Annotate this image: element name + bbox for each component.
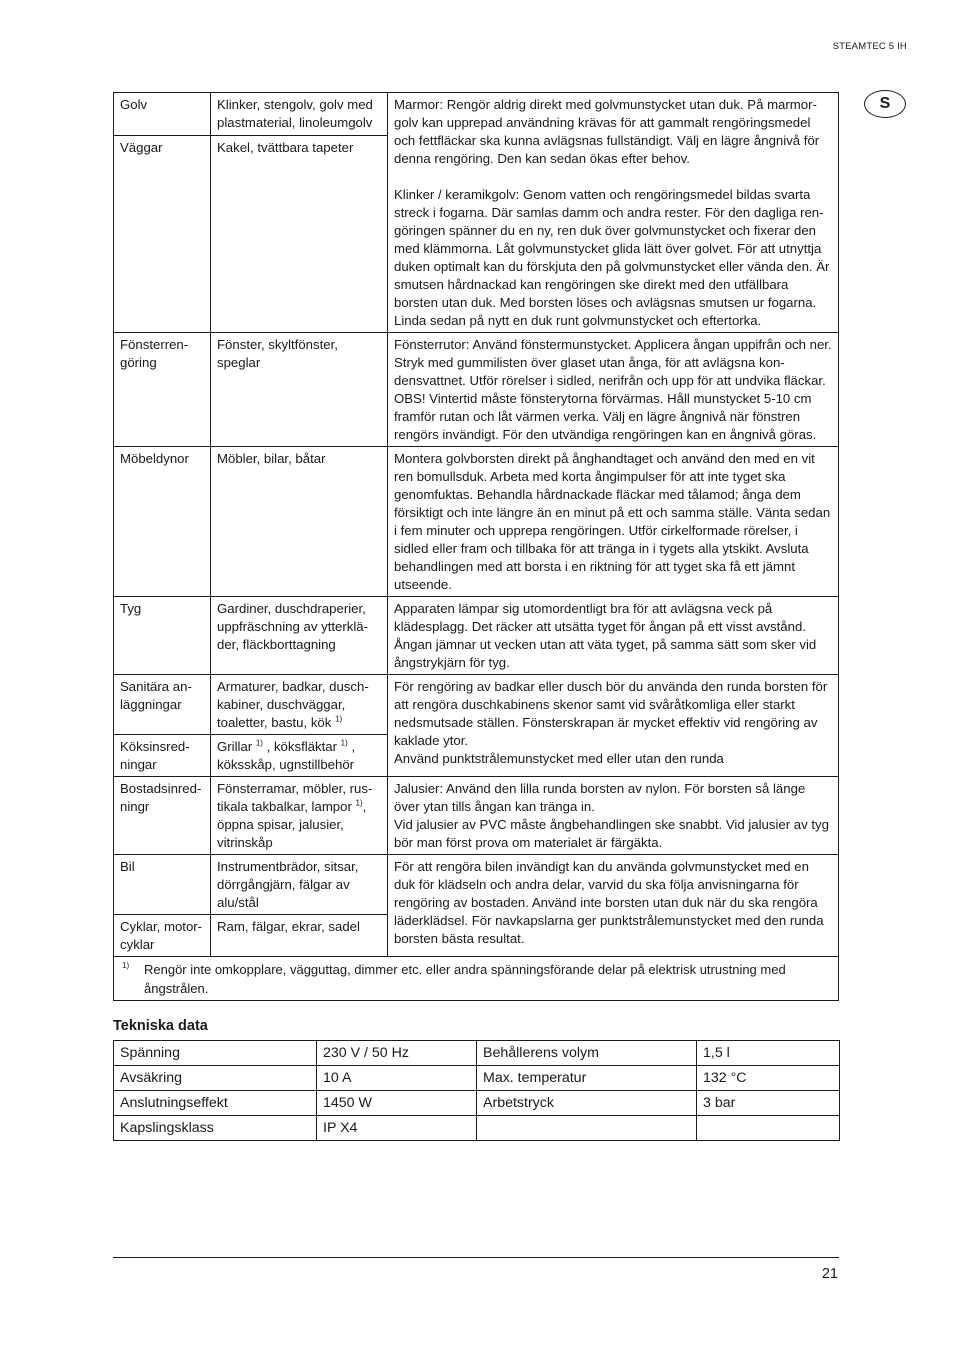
tech-label: Anslutningseffekt bbox=[114, 1091, 317, 1116]
tech-label: Behållerens volym bbox=[477, 1041, 697, 1066]
objects-cell bbox=[211, 777, 388, 855]
area-cell: Väggar bbox=[114, 136, 211, 333]
objects-text: Grillar bbox=[217, 739, 253, 754]
objects-cell bbox=[211, 675, 388, 735]
notes-cell bbox=[388, 675, 839, 777]
area-cell: Golv bbox=[114, 93, 211, 136]
notes-cell: För att rengöra bilen invändigt kan du använda golvmunstycket med en duk för klädseln och andra delar, varvid du ska följa anvisningarna för rengöring av bostaden. Använd inte borsten utan duk när du ska rengöra läderklädsel. För navkapslarna ger punktstrålemunstycket med den runda borsten bästa resultat. bbox=[388, 855, 839, 957]
footnote-marker: 1) bbox=[122, 961, 130, 970]
notes-cell: Montera golvborsten direkt på ånghandtaget och använd den med en vit ren bomullsduk. Arbeta med korta ångimpulser för att inte tyget ska genomfuktas. Behandla hårdnackade fläckar med tålamod; ånga dem försiktigt och inte längre än en minut på ett och samma ställe. Vänta sedan i fem minuter och upprepa rengöringen. Utför cirkelformade rörelser, i sidled eller fram och tillbaka för att tränga in i tygets alla ytskikt. Avsluta behandlingen med att borsta i en riktning för att tyget ska få ett jämnt utseende. bbox=[388, 447, 839, 597]
note-paragraph: För rengöring av badkar eller dusch bör du använda den runda borsten för att rengöra duschkabinens skenor samt vid svåråtkomliga eller starkt nedsmutsade ställen. Fönsterskrapan är mycket effektiv vid rengöring av kaklade ytor. bbox=[394, 679, 828, 748]
cleaning-table bbox=[113, 92, 839, 1001]
objects-cell: Ram, fälgar, ekrar, sadel bbox=[211, 915, 388, 957]
footnote-ref: 1) bbox=[255, 738, 263, 748]
tech-value: 230 V / 50 Hz bbox=[317, 1041, 477, 1066]
tech-label: Avsäkring bbox=[114, 1066, 317, 1091]
tech-value: IP X4 bbox=[317, 1116, 477, 1141]
table-row bbox=[114, 93, 839, 136]
objects-cell: Gardiner, duschdraperier, uppfräschning av ytterklä-der, fläckborttagning bbox=[211, 597, 388, 675]
objects-cell: Fönster, skyltfönster, speglar bbox=[211, 333, 388, 447]
tech-value: 132 °C bbox=[697, 1066, 840, 1091]
footnote-ref: 1) bbox=[340, 738, 348, 748]
note-paragraph: Klinker / keramikgolv: Genom vatten och rengöringsmedel bildas svarta streck i fogarna. Där samlas damm och andra rester. För den dagliga ren-göringen spänner du en ny, ren duk över golvmunstycket och fixerar den med klämmorna. Låt golvmunstycket glida lätt över golvet. För att utnyttja duken optimalt kan du förskjuta den på golvmunstycket eller vända den. Är smutsen hårdnackad kan rengöringen ske direkt med den utfällbara borsten utan duk. Med borsten löses och avlägsnas smutsen ur fogarna. Linda sedan på nytt en duk runt golvmunstycket och eftertorka. bbox=[394, 187, 830, 328]
tech-label: Max. temperatur bbox=[477, 1066, 697, 1091]
tech-label: Kapslingsklass bbox=[114, 1116, 317, 1141]
objects-cell: Kakel, tvättbara tapeter bbox=[211, 136, 388, 333]
objects-cell bbox=[211, 735, 388, 777]
table-row bbox=[114, 855, 839, 915]
footer-divider bbox=[113, 1257, 839, 1258]
objects-text: Armaturer, badkar, dusch-kabiner, duschväggar, toaletter, bastu, kök bbox=[217, 679, 369, 730]
page-number: 21 bbox=[821, 1266, 838, 1282]
table-row bbox=[114, 675, 839, 735]
tech-value: 1450 W bbox=[317, 1091, 477, 1116]
area-cell: Bil bbox=[114, 855, 211, 915]
area-cell: Bostadsinred- ningr bbox=[114, 777, 211, 855]
notes-cell bbox=[388, 777, 839, 855]
notes-cell bbox=[388, 93, 839, 333]
objects-text: Fönsterramar, möbler, rus-tikala takbalkar, lampor bbox=[217, 781, 373, 814]
tech-value bbox=[697, 1116, 840, 1141]
objects-text: , öppna spisar, jalusier, vitrinskåp bbox=[217, 799, 367, 850]
table-row bbox=[114, 333, 839, 447]
tech-value: 10 A bbox=[317, 1066, 477, 1091]
table-row bbox=[114, 777, 839, 855]
note-paragraph: Vid jalusier av PVC måste ångbehandlingen ske snabbt. Vid jalusier av tyg bör man först prova om materialet är färgäkta. bbox=[394, 817, 829, 850]
footnote-text: Rengör inte omkopplare, vägguttag, dimmer etc. eller andra spänningsförande delar på elektrisk utrustning med ångstrålen. bbox=[144, 962, 786, 996]
objects-cell: Instrumentbrädor, sitsar, dörrgångjärn, fälgar av alu/stål bbox=[211, 855, 388, 915]
tech-data-table bbox=[113, 1040, 840, 1141]
tech-label: Spänning bbox=[114, 1041, 317, 1066]
notes-cell: Fönsterrutor: Använd fönstermunstycket. Applicera ångan uppifrån och ner. Stryk med gummilisten över glaset utan ånga, för att avlägsna kon-densvattnet. Utför rörelser i sidled, nerifrån och upp för att undvika fläckar. OBS! Vintertid måste fönsterytorna förvärmas. Håll munstycket 5-10 cm framför rutan och låt värmen verka. Välj en lägre ångnivå när fönstren rengörs invändigt. För den utvändiga rengöringen kan en ångnivå göras. bbox=[388, 333, 839, 447]
model-name: STEAMTEC 5 IH bbox=[832, 41, 907, 52]
footnote-cell bbox=[114, 957, 839, 1001]
objects-cell: Klinker, stengolv, golv med plastmaterial, linoleumgolv bbox=[211, 93, 388, 136]
footnote-ref: 1) bbox=[335, 714, 343, 724]
objects-text: , köksskåp, ugnstillbehör bbox=[217, 739, 356, 772]
table-row bbox=[114, 1091, 840, 1116]
note-paragraph: Använd punktstrålemunstycket med eller utan den runda bbox=[394, 751, 724, 766]
table-row bbox=[114, 1041, 840, 1066]
tech-data-title: Tekniska data bbox=[113, 1018, 208, 1034]
tech-value: 1,5 l bbox=[697, 1041, 840, 1066]
area-cell: Fönsterren- göring bbox=[114, 333, 211, 447]
area-cell: Tyg bbox=[114, 597, 211, 675]
table-row bbox=[114, 1116, 840, 1141]
language-badge: S bbox=[864, 90, 906, 118]
footnote-ref: 1) bbox=[355, 798, 363, 808]
area-cell: Cyklar, motor- cyklar bbox=[114, 915, 211, 957]
objects-cell: Möbler, bilar, båtar bbox=[211, 447, 388, 597]
tech-label bbox=[477, 1116, 697, 1141]
note-paragraph: Marmor: Rengör aldrig direkt med golvmunstycket utan duk. På marmor-golv kan upprepad användning krävas för att gammalt rengöringsmedel och fettfläckar ska kunna avlägsnas fullständigt. Välj en lägre ångnivå för denna rengöring. Den kan sedan ökas efter behov. bbox=[394, 97, 820, 166]
footnote-row bbox=[114, 957, 839, 1001]
tech-label: Arbetstryck bbox=[477, 1091, 697, 1116]
table-row bbox=[114, 447, 839, 597]
notes-cell: Apparaten lämpar sig utomordentligt bra för att avlägsna veck på klädesplagg. Det räcker att utsätta tyget för ångan på ett visst avstånd. Ångan jämnar ut vecken utan att väta tyget, på samma sätt som sker vid ångstrykjärn för tyg. bbox=[388, 597, 839, 675]
note-paragraph: Jalusier: Använd den lilla runda borsten av nylon. För borsten så länge över ytan tills ångan kan tränga in. bbox=[394, 781, 806, 814]
table-row bbox=[114, 1066, 840, 1091]
area-cell: Sanitära an- läggningar bbox=[114, 675, 211, 735]
area-cell: Köksinsred- ningar bbox=[114, 735, 211, 777]
area-cell: Möbeldynor bbox=[114, 447, 211, 597]
objects-text: , köksfläktar bbox=[266, 739, 337, 754]
tech-value: 3 bar bbox=[697, 1091, 840, 1116]
table-row bbox=[114, 597, 839, 675]
